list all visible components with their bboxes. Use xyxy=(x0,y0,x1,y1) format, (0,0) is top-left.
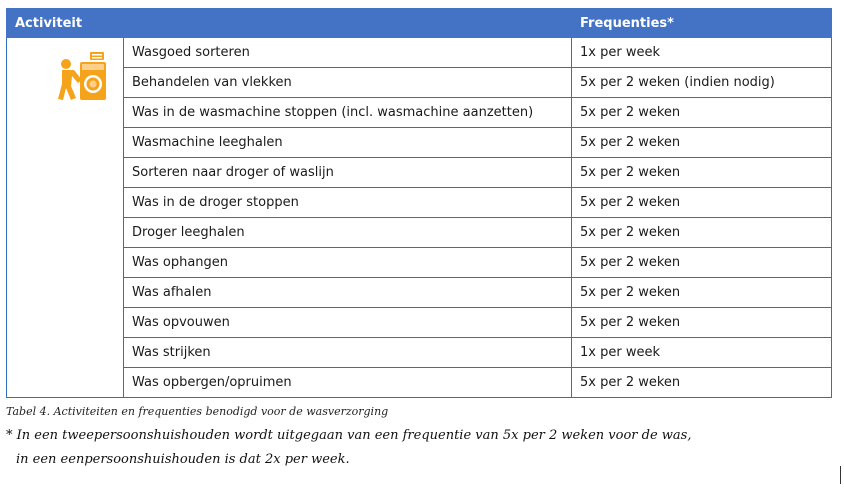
table-caption: Tabel 4. Activiteiten en frequenties benodigd voor de wasverzorging xyxy=(6,405,389,418)
text-cursor xyxy=(840,466,841,484)
table-row xyxy=(7,38,832,68)
table-row xyxy=(7,158,832,188)
table-row xyxy=(7,98,832,128)
row-frequency: 5x per 2 weken xyxy=(572,98,832,128)
header-activity-spacer xyxy=(124,9,572,38)
table-row xyxy=(7,68,832,98)
row-frequency: 5x per 2 weken xyxy=(572,158,832,188)
row-activity: Was strijken xyxy=(124,338,572,368)
row-frequency: 5x per 2 weken xyxy=(572,308,832,338)
header-activity: Activiteit xyxy=(7,9,124,38)
row-activity: Was opbergen/opruimen xyxy=(124,368,572,398)
row-frequency: 5x per 2 weken xyxy=(572,248,832,278)
row-activity: Was ophangen xyxy=(124,248,572,278)
footnote-line-1: * In een tweepersoonshuishouden wordt uitgegaan van een frequentie van 5x per 2 weken voor de was, xyxy=(6,428,692,443)
row-frequency: 5x per 2 weken xyxy=(572,188,832,218)
row-frequency: 5x per 2 weken xyxy=(572,368,832,398)
row-frequency: 5x per 2 weken xyxy=(572,218,832,248)
row-activity: Wasmachine leeghalen xyxy=(124,128,572,158)
footnote-line-2: in een eenpersoonshuishouden is dat 2x per week. xyxy=(16,452,350,467)
table-row xyxy=(7,338,832,368)
activity-frequency-table xyxy=(6,8,832,398)
row-activity: Was opvouwen xyxy=(124,308,572,338)
icon-cell xyxy=(7,38,124,398)
table-row xyxy=(7,278,832,308)
row-frequency: 5x per 2 weken xyxy=(572,128,832,158)
activity-table-wrapper xyxy=(6,8,831,398)
row-frequency: 5x per 2 weken (indien nodig) xyxy=(572,68,832,98)
row-activity: Behandelen van vlekken xyxy=(124,68,572,98)
table-row xyxy=(7,218,832,248)
laundry-icon xyxy=(56,50,108,106)
table-row xyxy=(7,128,832,158)
header-frequency: Frequenties* xyxy=(572,9,832,38)
row-activity: Wasgoed sorteren xyxy=(124,38,572,68)
table-row xyxy=(7,188,832,218)
table-row xyxy=(7,368,832,398)
row-activity: Was in de wasmachine stoppen (incl. wasmachine aanzetten) xyxy=(124,98,572,128)
row-frequency: 1x per week xyxy=(572,38,832,68)
table-row xyxy=(7,308,832,338)
row-activity: Was afhalen xyxy=(124,278,572,308)
row-activity: Sorteren naar droger of waslijn xyxy=(124,158,572,188)
row-frequency: 5x per 2 weken xyxy=(572,278,832,308)
table-header-row xyxy=(7,9,832,38)
row-activity: Droger leeghalen xyxy=(124,218,572,248)
table-row xyxy=(7,248,832,278)
row-activity: Was in de droger stoppen xyxy=(124,188,572,218)
row-frequency: 1x per week xyxy=(572,338,832,368)
